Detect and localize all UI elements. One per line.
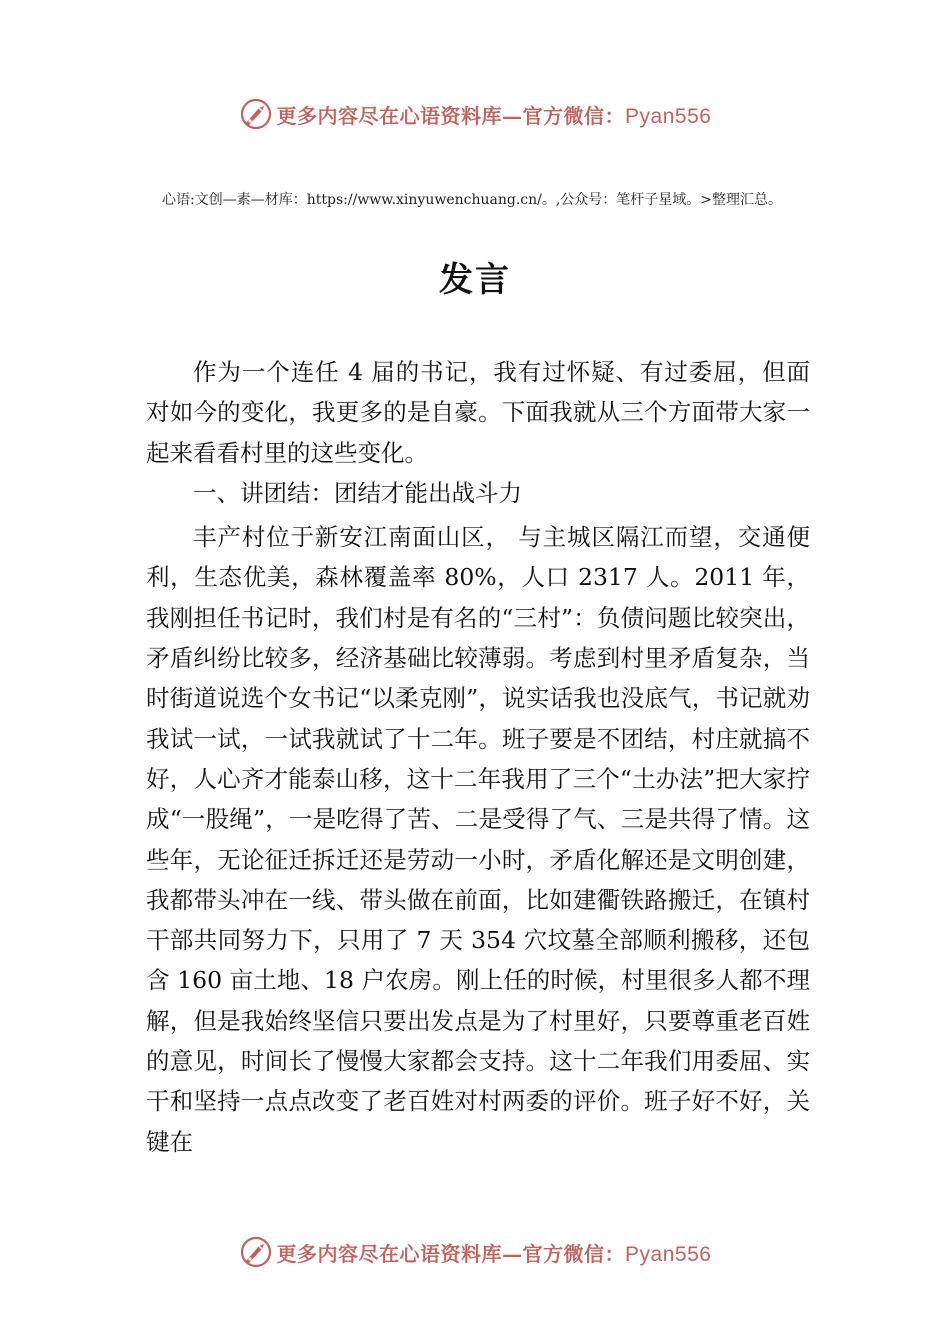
body-text xyxy=(146,352,810,1162)
pen-nib-logo-icon xyxy=(239,97,273,131)
header-banner xyxy=(0,92,950,136)
paragraph-body: 丰产村位于新安江南面山区， 与主城区隔江而望，交通便利，生态优美，森林覆盖率 80%，人口 2317 人。2011 年， 我刚担任书记时，我们村是有名的“三村”：负债问题比较突出，矛盾纠纷比较多，经济基础比较薄弱。考虑到村里矛盾复杂，当时街道说选个女书记“以柔克刚”，说实话我也没底气，书记就劝我试一试，一试我就试了十二年。班子要是不团结，村庄就搞不好，人心齐才能泰山移，这十二年我用了三个“土办法”把大家拧成“一股绳”，一是吃得了苦、二是受得了气、三是共得了情。这些年，无论征迁拆迁还是劳动一小时，矛盾化解还是文明创建，我都带头冲在一线、带头做在前面，比如建衢铁路搬迁，在镇村干部共同努力下，只用了 7 天 354 穴坟墓全部顺利搬移，还包含 160 亩土地、18 户农房。刚上任的时候，村里很多人都不理解，但是我始终坚信只要出发点是为了村里好，只要尊重老百姓的意见，时间长了慢慢大家都会支持。这十二年我们用委屈、实干和坚持一点点改变了老百姓对村两委的评价。班子好不好，关键在 xyxy=(146,523,810,1156)
footer-banner-account: Pyan556 xyxy=(625,1242,712,1266)
pen-nib-logo-icon xyxy=(239,1235,273,1269)
header-banner-text: 更多内容尽在心语资料库—官方微信：Pyan556 xyxy=(276,103,712,128)
section-heading: 一、讲团结：团结才能出战斗力 xyxy=(193,478,522,507)
page-title: 发言 xyxy=(439,260,511,300)
footer-banner xyxy=(0,1230,950,1274)
header-banner-account: Pyan556 xyxy=(625,104,712,128)
paragraph-intro: 作为一个连任 4 届的书记，我有过怀疑、有过委屈，但面对如今的变化，我更多的是自豪。下面我就从三个方面带大家一起来看看村里的这些变化。 xyxy=(146,358,810,467)
source-note: 心语:文创—素—材库：https://www.xinyuwenchuang.cn/。,公众号：笔杆子星域。>整理汇总。 xyxy=(162,192,783,208)
footer-banner-text: 更多内容尽在心语资料库—官方微信：Pyan556 xyxy=(276,1241,712,1266)
